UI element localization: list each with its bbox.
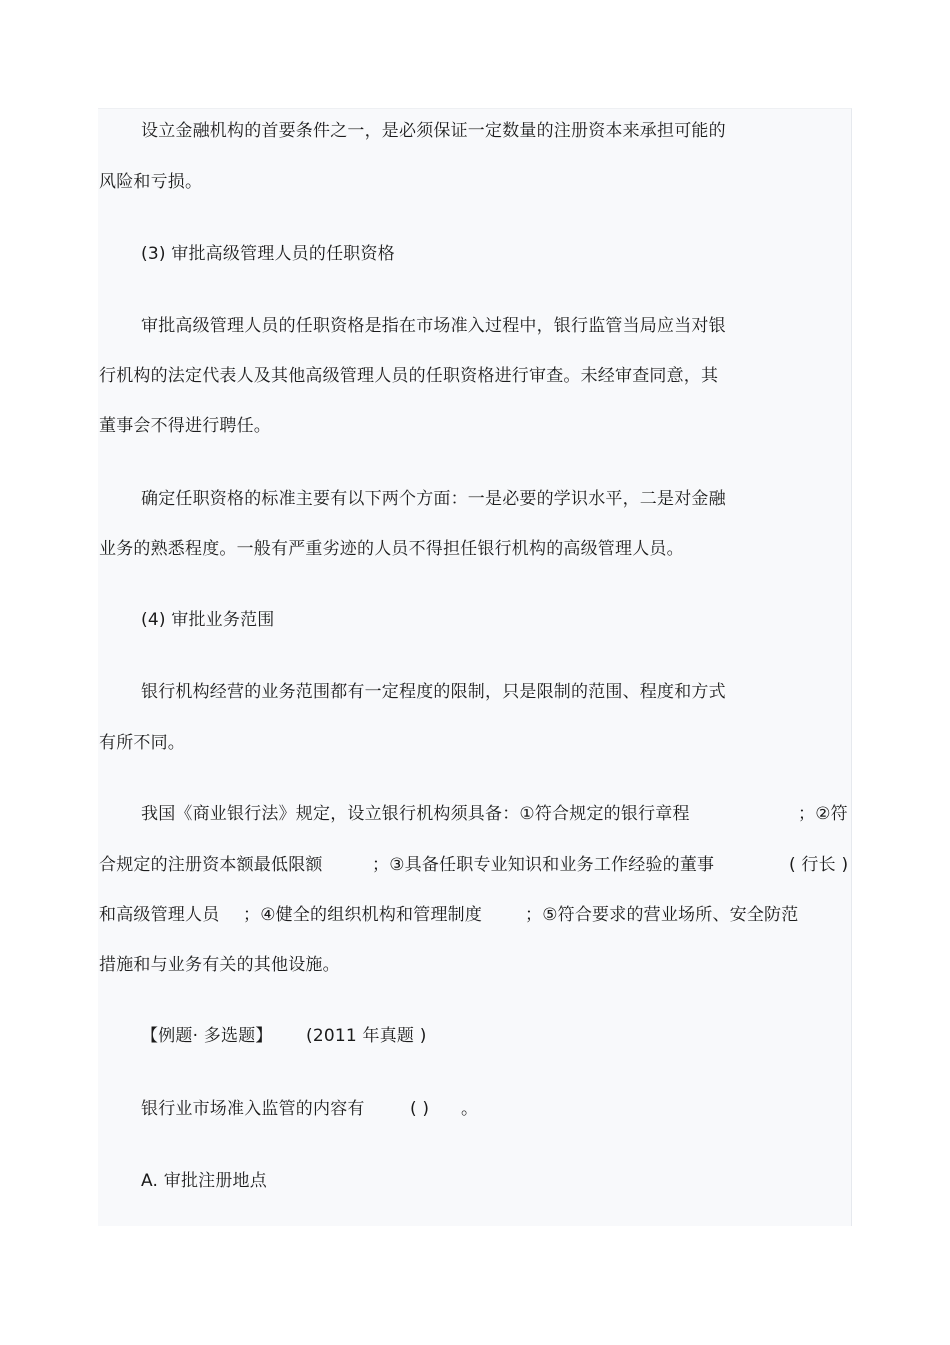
document-page-area [98,108,852,1226]
paragraph-management-line-3: 董事会不得进行聘任。 [99,416,271,436]
paragraph-law-line-2-start: 合规定的注册资本额最低限额 [99,855,323,875]
paragraph-capital-line-1: 设立金融机构的首要条件之一，是必须保证一定数量的注册资本来承担可能的 [141,121,726,141]
paragraph-law-line-2-end: ( 行长 ) [789,855,849,875]
paragraph-management-line-2: 行机构的法定代表人及其他高级管理人员的任职资格进行审查。未经审查同意，其 [99,366,719,386]
paragraph-management-line-1: 审批高级管理人员的任职资格是指在市场准入过程中，银行监管当局应当对银 [141,316,726,336]
question-period: 。 [461,1099,479,1119]
paragraph-law-line-4: 措施和与业务有关的其他设施。 [99,955,340,975]
example-label: 【例题· 多选题】 [141,1026,273,1046]
section-heading-4: (4) 审批业务范围 [141,610,275,630]
paragraph-scope-line-2: 有所不同。 [99,733,185,753]
paragraph-criteria-line-2: 业务的熟悉程度。一般有严重劣迹的人员不得担任银行机构的高级管理人员。 [99,539,684,559]
question-stem: 银行业市场准入监管的内容有 [141,1099,365,1119]
paragraph-law-line-3-middle: ；④健全的组织机构和管理制度 [243,905,483,925]
option-a: A. 审批注册地点 [141,1171,267,1191]
paragraph-law-line-3-end: ；⑤符合要求的营业场所、安全防范 [525,905,799,925]
paragraph-law-line-1-end: ；②符 [798,804,848,824]
example-year: (2011 年真题 ) [306,1026,427,1046]
paragraph-law-line-3-start: 和高级管理人员 [99,905,220,925]
question-blank: ( ) [410,1099,430,1119]
paragraph-scope-line-1: 银行机构经营的业务范围都有一定程度的限制，只是限制的范围、程度和方式 [141,682,726,702]
paragraph-law-line-2-middle: ；③具备任职专业知识和业务工作经验的董事 [372,855,715,875]
paragraph-law-line-1: 我国《商业银行法》规定，设立银行机构须具备：①符合规定的银行章程 [141,804,690,824]
paragraph-capital-line-2: 风险和亏损。 [99,172,203,192]
section-heading-3: (3) 审批高级管理人员的任职资格 [141,244,395,264]
paragraph-criteria-line-1: 确定任职资格的标准主要有以下两个方面：一是必要的学识水平，二是对金融 [141,489,726,509]
